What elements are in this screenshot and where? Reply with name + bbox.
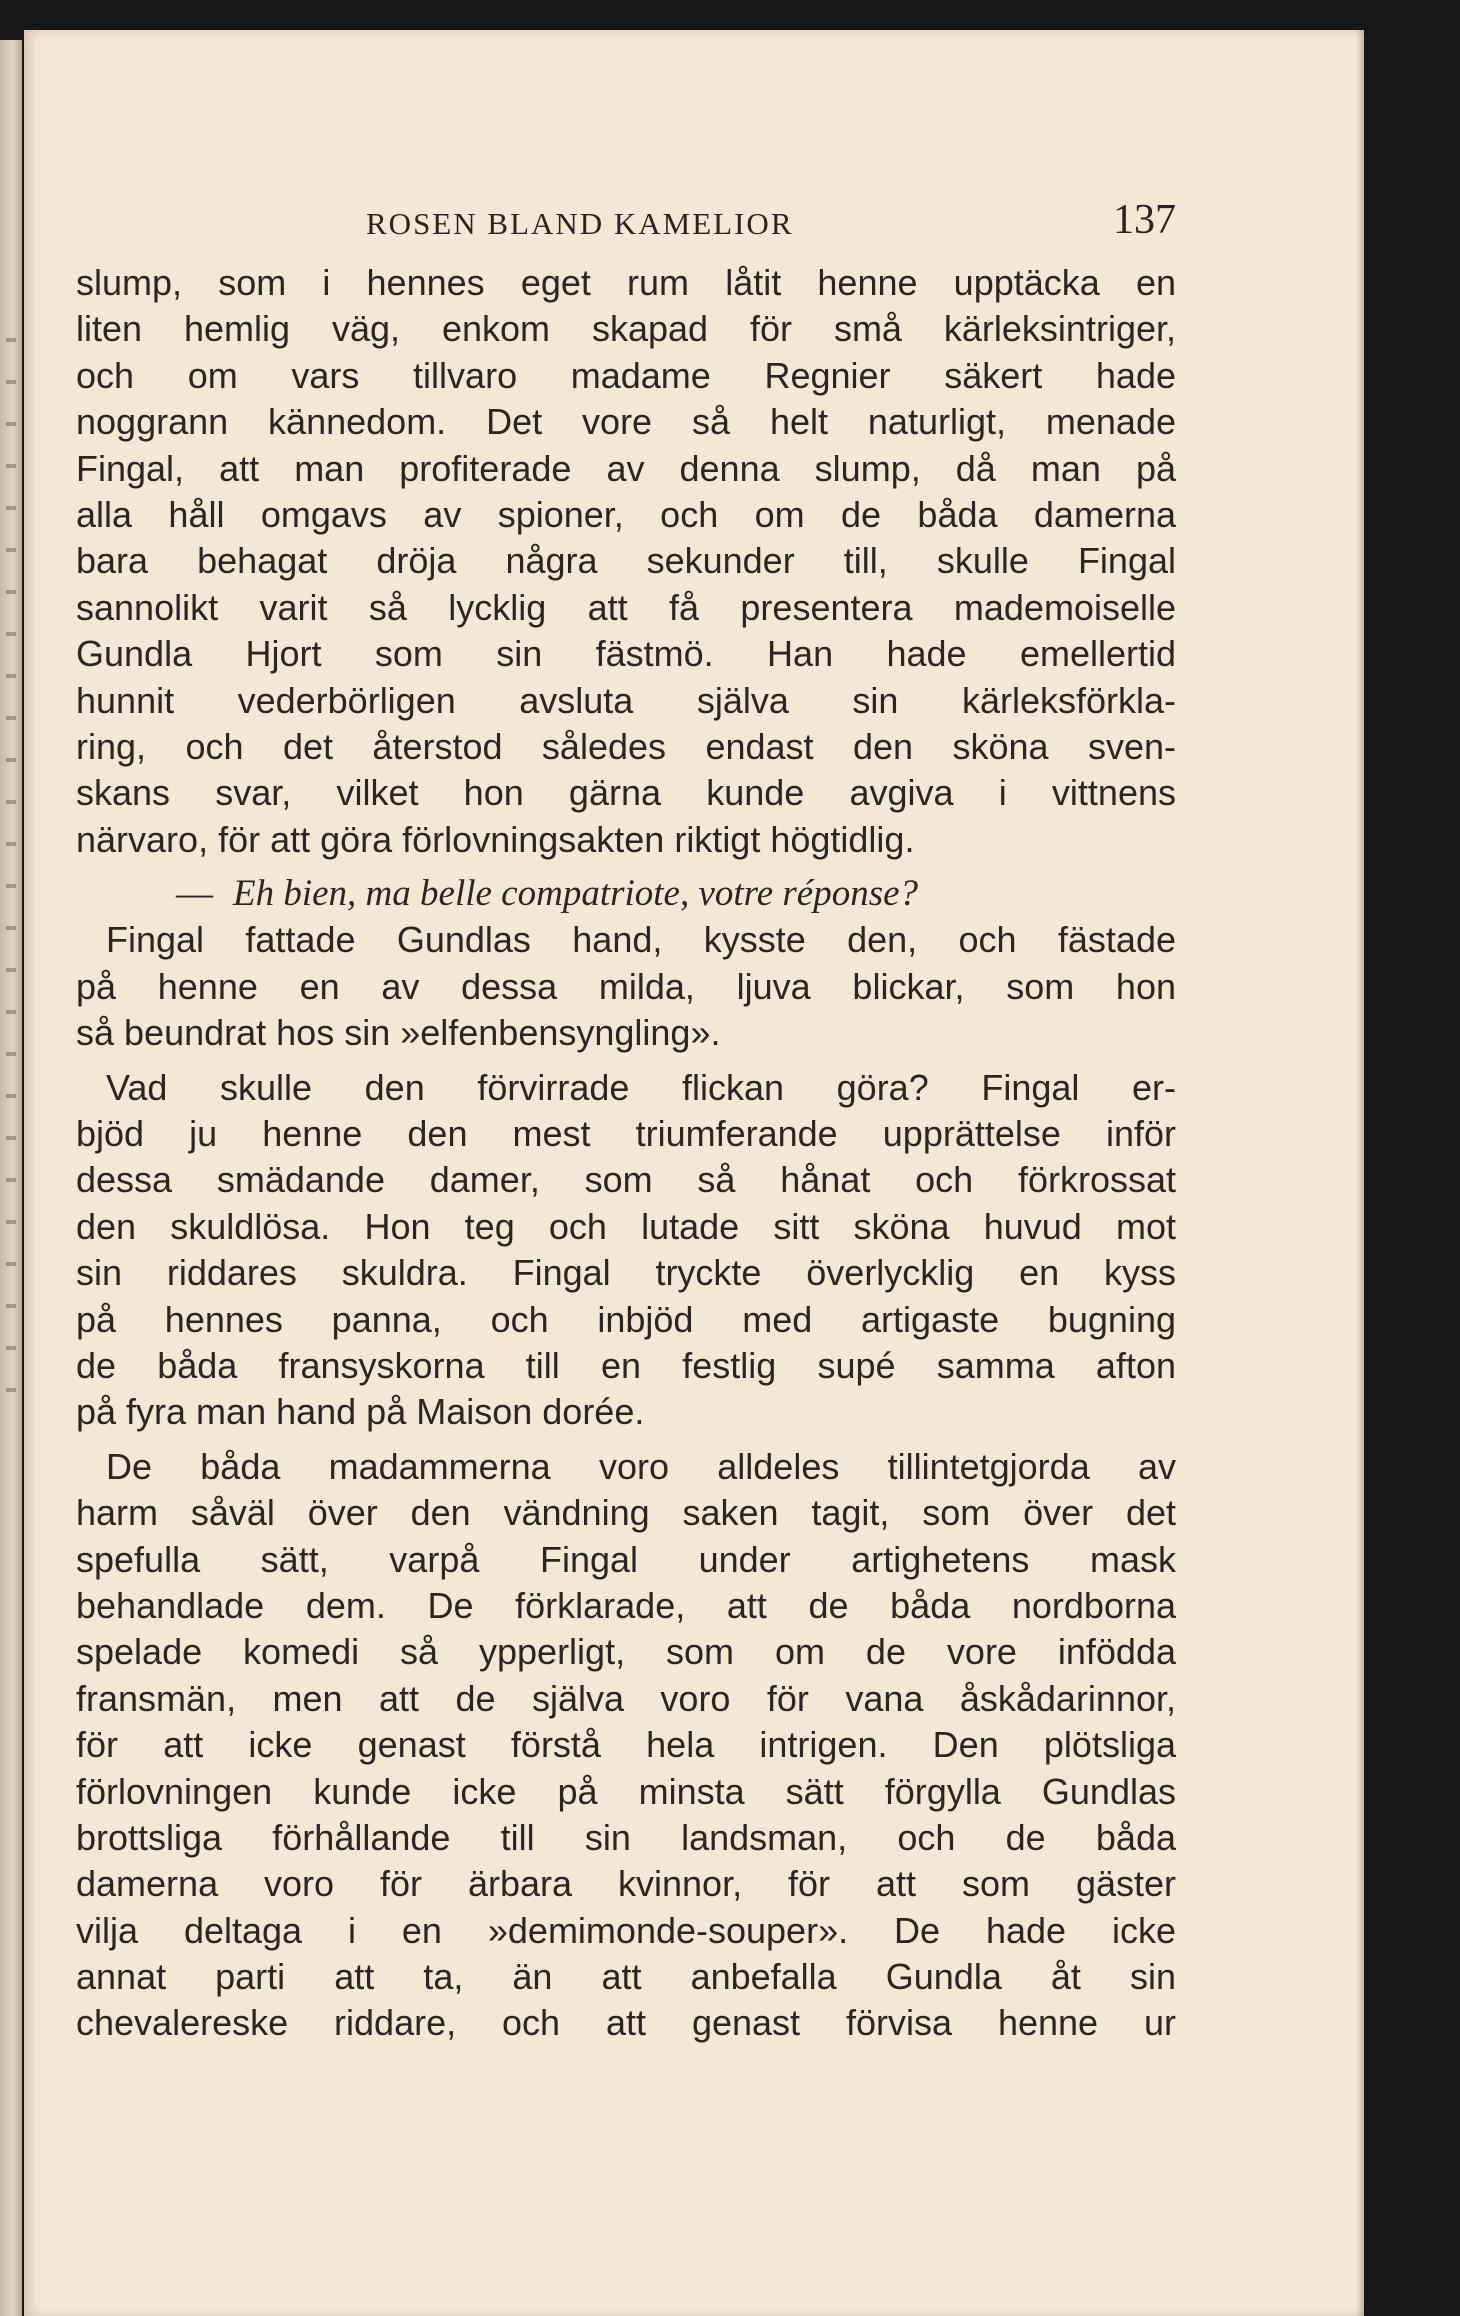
book-page [24, 30, 1364, 2316]
text-line: på fyra man hand på Maison dorée. [76, 1391, 645, 1433]
text-line: annat parti att ta, än att anbefalla Gundla åt sin [76, 1956, 1176, 1998]
text-line: Vad skulle den förvirrade flickan göra? Fingal er- [106, 1066, 1176, 1108]
text-line: alla håll omgavs av spioner, och om de båda damerna [76, 493, 1176, 535]
text-line: bjöd ju henne den mest triumferande upprättelse inför [76, 1113, 1176, 1155]
dialogue-dash: — [176, 873, 213, 915]
text-line: De båda madammerna voro alldeles tillintetgjorda av [106, 1445, 1176, 1487]
text-line: harm såväl över den vändning saken tagit, som över det [76, 1492, 1176, 1534]
text-line: vilja deltaga i en »demimonde-souper». De hade icke [76, 1909, 1176, 1951]
text-line: behandlade dem. De förklarade, att de båda nordborna [76, 1584, 1176, 1626]
text-line: ring, och det återstod således endast den sköna sven- [76, 725, 1176, 767]
text-line: bara behagat dröja några sekunder till, skulle Fingal [76, 540, 1176, 582]
text-line: sannolikt varit så lycklig att få presentera mademoiselle [76, 586, 1176, 628]
text-line: brottsliga förhållande till sin landsman, och de båda [76, 1816, 1176, 1858]
text-line: på hennes panna, och inbjöd med artigaste bugning [76, 1298, 1176, 1340]
text-line: de båda fransyskorna till en festlig supé samma afton [76, 1344, 1176, 1386]
text-line: Gundla Hjort som sin fästmö. Han hade emellertid [76, 633, 1176, 675]
dialogue-text: Eh bien, ma belle compatriote, votre réponse? [233, 873, 919, 915]
running-head: ROSEN BLAND KAMELIOR [366, 206, 794, 241]
text-line: närvaro, för att göra förlovningsakten riktigt högtidlig. [76, 818, 915, 860]
text-line: chevalereske riddare, och att genast förvisa henne ur [76, 2002, 1176, 2044]
underlying-page-text-edge [6, 300, 16, 1400]
text-line: sin riddares skuldra. Fingal tryckte överlycklig en kyss [76, 1252, 1176, 1294]
underlying-page-edge [0, 40, 22, 2316]
text-line: hunnit vederbörligen avsluta själva sin kärleksförkla- [76, 679, 1176, 721]
text-line: fransmän, men att de själva voro för vana åskådarinnor, [76, 1677, 1176, 1719]
text-line: spefulla sätt, varpå Fingal under artighetens mask [76, 1538, 1176, 1580]
text-line: på henne en av dessa milda, ljuva blickar, som hon [76, 965, 1176, 1007]
text-line: skans svar, vilket hon gärna kunde avgiva i vittnens [76, 772, 1176, 814]
text-line: så beundrat hos sin »elfenbensyngling». [76, 1012, 721, 1054]
text-line: för att icke genast förstå hela intrigen. Den plötsliga [76, 1724, 1176, 1766]
text-line: Fingal, att man profiterade av denna slump, då man på [76, 447, 1176, 489]
text-line: damerna voro för ärbara kvinnor, för att som gäster [76, 1863, 1176, 1905]
body-text [76, 260, 1176, 2047]
text-line: Fingal fattade Gundlas hand, kysste den, och fästade [106, 919, 1176, 961]
text-line: och om vars tillvaro madame Regnier säkert hade [76, 354, 1176, 396]
text-line: noggrann kännedom. Det vore så helt naturligt, menade [76, 401, 1176, 443]
text-line: förlovningen kunde icke på minsta sätt förgylla Gundlas [76, 1770, 1176, 1812]
text-line: slump, som i hennes eget rum låtit henne upptäcka en [76, 262, 1176, 303]
text-line: spelade komedi så ypperligt, som om de vore infödda [76, 1631, 1176, 1673]
text-line: liten hemlig väg, enkom skapad för små kärleksintriger, [76, 308, 1176, 350]
text-line: dessa smädande damer, som så hånat och förkrossat [76, 1159, 1176, 1201]
page-number: 137 [1113, 197, 1176, 243]
page-edge-shadow [1356, 30, 1364, 2316]
text-line: den skuldlösa. Hon teg och lutade sitt sköna huvud mot [76, 1205, 1176, 1247]
page-header [366, 192, 1176, 252]
dialogue-line [76, 871, 1176, 917]
